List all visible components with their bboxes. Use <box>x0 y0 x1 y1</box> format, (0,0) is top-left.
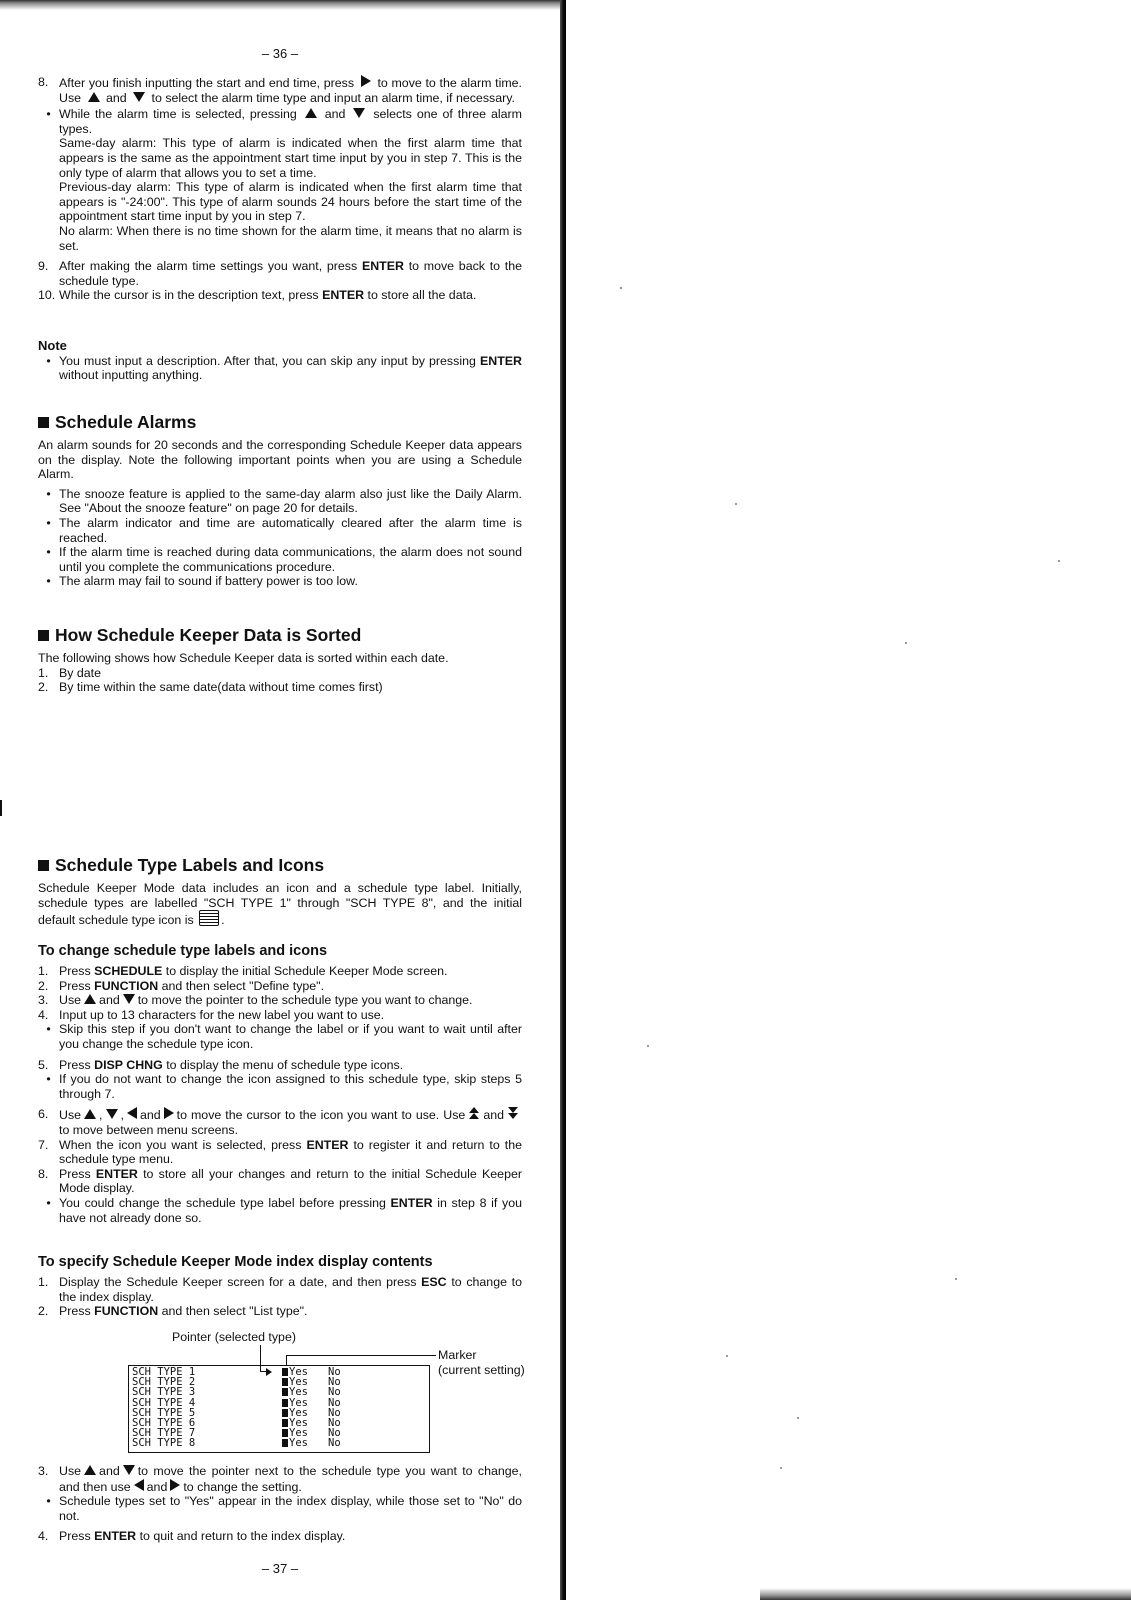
list-item: • The alarm indicator and time are automatically cleared after the alarm time is reached. <box>46 515 522 545</box>
list-item: • The alarm may fail to sound if battery power is too low. <box>46 574 358 589</box>
step-10: 10. While the cursor is in the description text, press ENTER to store all the data. <box>38 288 477 303</box>
scan-speck <box>620 287 622 289</box>
marker-leader-line <box>286 1355 436 1356</box>
table-row: SCH TYPE 3 Yes No <box>132 1386 341 1399</box>
sorting-section <box>38 624 522 695</box>
up-arrow-icon <box>84 994 96 1004</box>
page-up-icon <box>468 1107 480 1121</box>
table-row: SCH TYPE 5 Yes No <box>132 1406 341 1419</box>
marker-icon <box>282 1388 288 1396</box>
marker-icon <box>282 1439 288 1447</box>
screen-rows <box>132 1367 341 1449</box>
index-display-section <box>38 1253 522 1319</box>
table-row: SCH TYPE 2 Yes No <box>132 1376 341 1389</box>
subsection-heading: To change schedule type labels and icons <box>38 943 328 959</box>
table-row: SCH TYPE 1 Yes No <box>132 1366 341 1378</box>
square-bullet-icon <box>38 630 49 641</box>
marker-icon <box>282 1378 288 1386</box>
list-item: • If you do not want to change the icon assigned to this schedule type, skip steps 5 through 7. <box>46 1072 522 1101</box>
index-display-screen <box>128 1365 430 1453</box>
scan-speck <box>955 1278 957 1280</box>
page-number-top: – 36 – <box>261 46 299 61</box>
up-arrow-icon <box>88 92 100 102</box>
list-item: 1. Display the Schedule Keeper screen for a date, and then press ESC to change to the index display. <box>38 1275 522 1304</box>
list-item: 5. Press DISP CHNG to display the menu of schedule type icons. <box>38 1057 404 1072</box>
section-heading: Schedule Type Labels and Icons <box>38 854 522 876</box>
marker-icon <box>282 1368 288 1376</box>
section-intro: Schedule Keeper Mode data includes an icon and a schedule type label. Initially, schedule types are labelled "SCH TYPE 1" through "SCH TYPE 8", and the initial default schedule type icon is . <box>38 881 522 928</box>
marker-label: Marker <box>438 1348 477 1362</box>
list-item: 2. Press FUNCTION and then select "List type". <box>38 1304 308 1319</box>
section-heading: Schedule Alarms <box>38 411 522 433</box>
alarm-type-bullet: • While the alarm time is selected, pressing and selects one of three alarm types. <box>46 107 522 136</box>
note-title: Note <box>38 338 67 353</box>
page-number-bottom: – 37 – <box>261 1561 299 1576</box>
pointer-arrow-icon <box>266 1368 272 1376</box>
scan-mark <box>0 800 2 816</box>
list-item: 3. Use and to move the pointer to the schedule type you want to change. <box>38 993 473 1008</box>
list-item: • Skip this step if you don't want to change the label or if you want to wait until after you change the schedule type icon. <box>46 1022 522 1051</box>
note-block: Note • You must input a description. After that, you can skip any input by pressing ENTER without inputting anything. <box>38 338 523 383</box>
list-item: • You could change the schedule type label before pressing ENTER in step 8 if you have not already done so. <box>46 1195 522 1225</box>
list-item: 2. By time within the same date(data without time comes first) <box>38 680 383 695</box>
table-row: SCH TYPE 8 Yes No <box>132 1437 341 1450</box>
left-arrow-icon <box>134 1479 144 1491</box>
marker-icon <box>282 1409 288 1417</box>
list-item: 8. Press ENTER to store all your changes and return to the initial Schedule Keeper Mode display. <box>38 1166 522 1196</box>
scan-speck <box>797 1417 799 1419</box>
list-item: 3. Use and to move the pointer next to the schedule type you want to change, and then use and to change the setting. <box>38 1464 522 1494</box>
marker-icon <box>282 1419 288 1427</box>
schedule-alarms-section <box>38 411 522 589</box>
book-icon <box>199 910 219 926</box>
step-8: 8. After you finish inputting the start and end time, press to move to the alarm time. Use and to select the alarm time type and input an alarm time, if necessary. <box>38 75 522 105</box>
index-display-figure <box>128 1330 528 1454</box>
labels-icons-section <box>38 854 522 928</box>
marker-icon <box>282 1429 288 1437</box>
marker-icon <box>282 1399 288 1407</box>
list-item: 4. Press ENTER to quit and return to the index display. <box>38 1529 346 1544</box>
square-bullet-icon <box>38 417 49 428</box>
section-heading: How Schedule Keeper Data is Sorted <box>38 624 522 646</box>
square-bullet-icon <box>38 860 49 871</box>
list-item: 1. Press SCHEDULE to display the initial Schedule Keeper Mode screen. <box>38 964 448 978</box>
list-item: • The snooze feature is applied to the same-day alarm also just like the Daily Alarm. See "About the snooze feature" on page 20 for details. <box>46 486 522 516</box>
down-arrow-icon <box>133 92 145 102</box>
section-intro: The following shows how Schedule Keeper data is sorted within each date. <box>38 651 449 665</box>
table-row: SCH TYPE 4 Yes No <box>132 1396 341 1409</box>
table-row: SCH TYPE 6 Yes No <box>132 1417 341 1430</box>
list-item: 7. When the icon you want is selected, press ENTER to register it and return to the schedule type menu. <box>38 1137 522 1167</box>
down-arrow-icon <box>123 1465 135 1475</box>
intro-steps <box>38 75 522 303</box>
up-arrow-icon <box>305 108 317 118</box>
right-arrow-icon <box>164 1107 174 1119</box>
alarm-type-previous-day: Previous-day alarm: This type of alarm is indicated when the first alarm time that appears is "-24:00". This type of alarm sounds 24 hours before the start time of the appointment start time input by you in step 7. <box>59 180 522 224</box>
left-arrow-icon <box>127 1107 137 1119</box>
index-steps-continued <box>38 1464 522 1544</box>
page-down-icon <box>507 1107 519 1121</box>
step-9: 9. After making the alarm time settings you want, press ENTER to move back to the schedule type. <box>38 259 523 288</box>
blank-facing-page <box>566 0 1131 1600</box>
marker-leader-line <box>286 1355 287 1365</box>
scan-speck <box>1058 560 1060 562</box>
list-item: • Schedule types set to "Yes" appear in the index display, while those set to "No" do not. <box>46 1494 522 1523</box>
scan-speck <box>905 642 907 644</box>
subsection-heading: To specify Schedule Keeper Mode index display contents <box>38 1254 433 1270</box>
scan-speck <box>726 1355 728 1357</box>
scan-speck <box>780 1467 782 1469</box>
right-arrow-icon <box>170 1479 180 1491</box>
list-item: 4. Input up to 13 characters for the new label you want to use. <box>38 1007 385 1022</box>
scan-speck <box>735 503 737 505</box>
section-intro: An alarm sounds for 20 seconds and the corresponding Schedule Keeper data appears on the display. Note the following important points when you are using a Schedule Alarm. <box>38 438 522 482</box>
change-labels-section <box>38 942 522 1225</box>
down-arrow-icon <box>123 994 135 1004</box>
scan-speck <box>647 1045 649 1047</box>
list-item: • If the alarm time is reached during data communications, the alarm does not sound until you complete the communications procedure. <box>46 545 522 574</box>
scan-top-edge <box>0 0 565 10</box>
scan-bottom-edge <box>760 1588 1131 1600</box>
up-arrow-icon <box>84 1465 96 1475</box>
down-arrow-icon <box>353 108 365 118</box>
table-row: SCH TYPE 7 Yes No <box>132 1427 341 1440</box>
marker-sublabel: (current setting) <box>438 1363 525 1377</box>
alarm-type-same-day: Same-day alarm: This type of alarm is indicated when the first alarm time that appears is the same as the appointment start time input by you in step 7. This is the only type of alarm that allows you to set a time. <box>59 136 522 180</box>
pointer-label: Pointer (selected type) <box>172 1330 296 1344</box>
up-arrow-icon <box>84 1109 96 1119</box>
list-item: 1. By date <box>38 665 102 680</box>
down-arrow-icon <box>106 1109 118 1119</box>
list-item: 6. Use , , and to move the cursor to the icon you want to use. Use and to move between menu screens. <box>38 1107 522 1137</box>
right-arrow-icon <box>361 75 371 87</box>
list-item: 2. Press FUNCTION and then select "Define type". <box>38 978 325 993</box>
alarm-type-none: No alarm: When there is no time shown for the alarm time, it means that no alarm is set. <box>59 223 522 253</box>
